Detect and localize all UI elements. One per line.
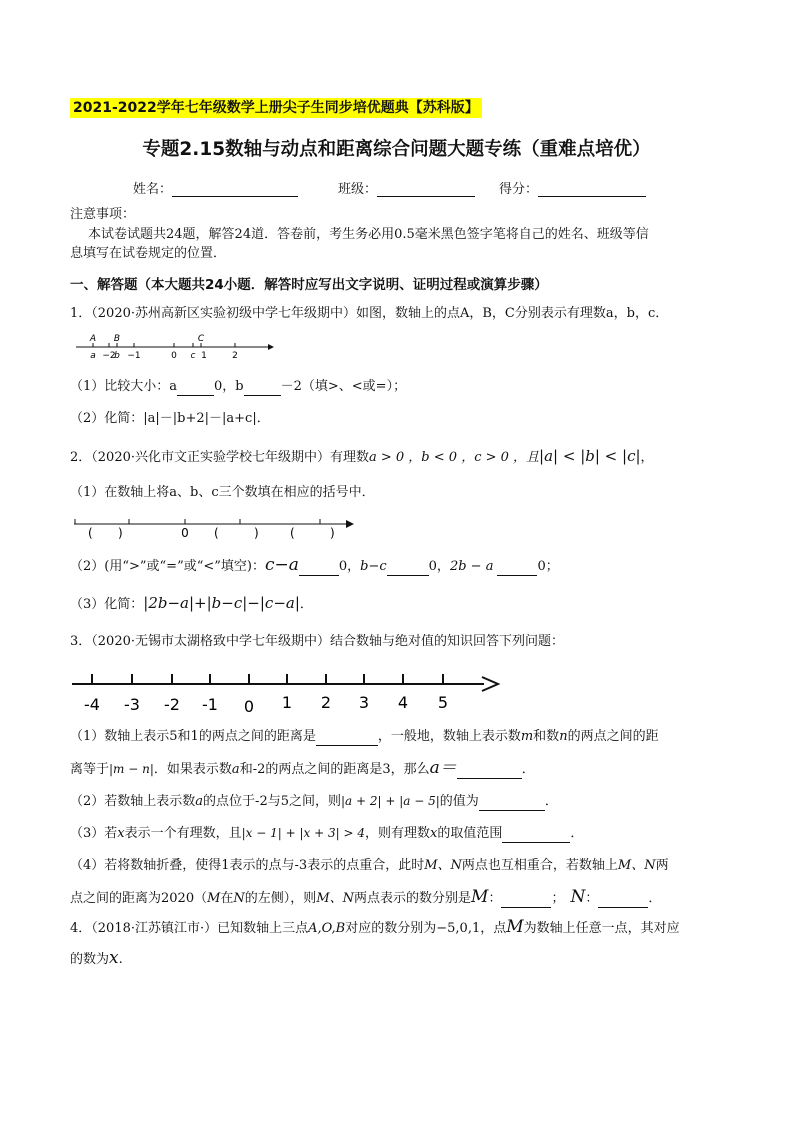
q3-blank-value[interactable] xyxy=(479,797,545,811)
q2-stem-abs: |a| < |b| < |c| xyxy=(539,447,641,465)
q3-tick-label-neg1: -1 xyxy=(202,695,218,714)
q3-var-M: M xyxy=(207,891,221,906)
q2-blank-3[interactable] xyxy=(497,562,537,576)
notice-line1: 本试卷试题共24题，解答24道．答卷前，考生务必用0.5毫米黑色签字笔将自己的姓名、班级等信 xyxy=(88,227,649,242)
q2-part2-text-a: （2）(用“>”或“=”或“<”填空)： xyxy=(70,559,265,574)
q3-part2-expr: |a + 2| + |a − 5| xyxy=(340,794,440,808)
q3-part3-var-x: x xyxy=(430,826,438,841)
q1-part1-text-a: （1）比较大小：a xyxy=(70,379,178,394)
q2-stem xyxy=(70,447,654,467)
q3-var-x: x xyxy=(117,826,125,841)
q3-part4-mn-1: M、N xyxy=(424,858,462,873)
q3-part3-expr: |x − 1| + |x + 3| > 4 xyxy=(241,826,365,840)
notice-line2: 息填写在试卷规定的位置． xyxy=(70,246,227,261)
q2-part3-end: ． xyxy=(299,597,313,612)
q1-number-line xyxy=(72,330,282,362)
header-banner: 2021-2022学年七年级数学上册尖子生同步培优题典【苏科版】 xyxy=(70,98,482,118)
q3-part4-mn-3: M、N xyxy=(316,891,354,906)
q3-colon-1: ： xyxy=(488,891,502,906)
q1-axis-arrow xyxy=(268,344,274,350)
q4-stem-text-d: 为数轴上任意一点，其对应 xyxy=(523,921,680,936)
q3-part4-text-c: 两 xyxy=(655,858,669,873)
q3-part1-text-c: 和数 xyxy=(533,729,560,744)
q3-part2-end: ． xyxy=(544,794,558,809)
q4-stem-text-c: ，点 xyxy=(480,921,507,936)
q3-part4-line2-text-b: 在 xyxy=(220,891,234,906)
q3-tick-label-4: 4 xyxy=(397,693,409,712)
q3-var-n: n xyxy=(559,729,568,744)
q3-colon-2: ： xyxy=(585,891,599,906)
q3-part2-text-a: （2）若数轴上表示数 xyxy=(70,794,196,809)
q3-a-equals: a＝ xyxy=(429,758,457,778)
q2-axis-arrow xyxy=(346,520,354,528)
q3-part3-text-b: 表示一个有理数，且 xyxy=(124,826,242,841)
q3-part1-text-b: ，一般地，数轴上表示数 xyxy=(377,729,521,744)
q3-stem: 3．（2020·无锡市太湖格致中学七年级期中）结合数轴与绝对值的知识回答下列问题： xyxy=(70,634,564,649)
q3-part4-line1 xyxy=(70,857,669,875)
q1-part1-text-b: 0，b xyxy=(214,379,244,394)
q3-part1-line2-end: ． xyxy=(521,762,535,777)
q1-point-a: a xyxy=(90,351,96,361)
q3-expr-abs-mn: |m − n| xyxy=(109,762,154,776)
q2-bracket-open-2[interactable]: ( xyxy=(214,526,219,540)
q4-points: A,O,B xyxy=(308,921,346,936)
page-title: 专题2.15数轴与动点和距离综合问题大题专练（重难点培优） xyxy=(142,139,651,160)
q3-part4-text-b: 两点也互相重合，若数轴上 xyxy=(461,858,618,873)
q3-part3-text-d: 的取值范围 xyxy=(437,826,503,841)
q1-part2: （2）化简：|a|－|b+2|－|a+c|． xyxy=(70,411,270,426)
q3-part2-text-c: 的值为 xyxy=(439,794,479,809)
q3-blank-distance[interactable] xyxy=(316,732,378,746)
score-label: 得分： xyxy=(499,182,539,197)
q2-expr-2b-minus-a: 2b − a xyxy=(449,559,494,574)
q2-expr-c-minus-a: c−a xyxy=(264,555,299,575)
q2-expr-b-minus-c: b−c xyxy=(360,559,387,574)
q3-part3 xyxy=(70,824,583,843)
q3-part1-line2-text-c: 和-2的两点之间的距离是3，那么 xyxy=(239,762,430,777)
q4-line2-text: 的数为 xyxy=(70,952,110,967)
q3-blank-range[interactable] xyxy=(502,829,570,843)
q3-part4-mn-2: M、N xyxy=(617,858,656,873)
q2-bracket-open-1[interactable]: ( xyxy=(88,526,93,540)
q2-part3-expr: |2b−a|+|b−c|−|c−a| xyxy=(143,594,300,612)
q3-part2-var-a: a xyxy=(195,794,204,809)
q3-tick-label-neg2: -2 xyxy=(164,695,180,714)
q3-part4-line2-text-d: 两点表示的数分别是 xyxy=(354,891,472,906)
q3-part4-line2 xyxy=(70,888,661,908)
q2-bracket-open-3[interactable]: ( xyxy=(290,526,295,540)
q3-part3-end: ． xyxy=(570,826,584,841)
q1-tick-neg2: −2 xyxy=(102,351,116,361)
q2-part1: （1）在数轴上将a、b、c三个数填在相应的括号中． xyxy=(70,485,375,500)
section-heading: 一、解答题（本大题共24小题．解答时应写出文字说明、证明过程或演算步骤） xyxy=(70,277,548,293)
q3-number-line xyxy=(66,664,506,716)
q1-tick-0: 0 xyxy=(171,351,177,361)
q2-part2-text-c: 0， xyxy=(428,559,450,574)
score-blank[interactable] xyxy=(538,182,646,197)
q3-tick-label-2: 2 xyxy=(320,693,332,712)
q4-var-x: x xyxy=(109,948,119,968)
name-label: 姓名： xyxy=(133,182,173,197)
q3-answer-N-label: N xyxy=(570,887,586,907)
q3-answer-M-label: M xyxy=(471,887,489,907)
q3-part2 xyxy=(70,792,558,811)
q3-part4-line2-text-c: 的左侧），则 xyxy=(244,891,317,906)
q2-bracket-close-2[interactable]: ) xyxy=(254,526,259,540)
q3-part1-line1 xyxy=(70,728,659,746)
q3-var-a: a xyxy=(231,762,240,777)
q3-part1-line2 xyxy=(70,759,535,779)
q1-stem: 1．（2020·苏州高新区实验初级中学七年级期中）如图，数轴上的点A，B，C分别表示有理数a，b，c． xyxy=(70,306,669,321)
q3-tick-label-5: 5 xyxy=(437,693,449,712)
q4-values: −5,0,1 xyxy=(436,921,481,936)
q2-bracket-close-3[interactable]: ) xyxy=(330,526,335,540)
q1-tick-1: 1 xyxy=(201,351,207,361)
q3-tick-label-neg4: -4 xyxy=(84,695,100,714)
q3-part4-end: ． xyxy=(648,891,662,906)
q3-semicolon: ； xyxy=(551,891,565,906)
q3-part4-text-a: （4）若将数轴折叠，使得1表示的点与-3表示的点重合，此时 xyxy=(70,858,425,873)
q2-blank-1[interactable] xyxy=(299,562,339,576)
q4-stem-line2 xyxy=(70,949,123,969)
q2-part2 xyxy=(70,556,559,576)
q1-blank-a[interactable] xyxy=(177,382,214,396)
q4-point-M: M xyxy=(506,917,524,937)
q3-part3-text-c: ，则有理数 xyxy=(365,826,431,841)
q2-axis-zero: 0 xyxy=(181,526,189,540)
q2-stem-end: ， xyxy=(640,450,654,465)
q3-part1-text-a: （1）数轴上表示5和1的两点之间的距离是 xyxy=(70,729,316,744)
q3-var-N: N xyxy=(233,891,245,906)
q2-blank-2[interactable] xyxy=(387,562,429,576)
q2-part3-text: （3）化简： xyxy=(70,597,144,612)
q3-tick-label-neg3: -3 xyxy=(124,695,140,714)
q4-stem-line1 xyxy=(70,918,680,938)
q3-tick-label-3: 3 xyxy=(358,693,370,712)
q3-var-m: m xyxy=(520,729,534,744)
q3-tick-label-1: 1 xyxy=(281,693,293,712)
q1-tick-neg1: −1 xyxy=(127,351,141,361)
q2-part2-text-d: 0； xyxy=(537,559,559,574)
class-field xyxy=(338,178,475,197)
q4-stem-text-b: 对应的数分别为 xyxy=(345,921,437,936)
q1-point-B: B xyxy=(113,334,121,344)
q3-blank-M[interactable] xyxy=(501,894,551,908)
notice-heading: 注意事项： xyxy=(70,207,136,222)
q2-bracket-close-1[interactable]: ) xyxy=(118,526,123,540)
q3-part4-line2-text-a: 点之间的距离为2020（ xyxy=(70,891,208,906)
q4-stem-text-a: 4．（2018·江苏镇江市·）已知数轴上三点 xyxy=(70,921,309,936)
class-blank[interactable] xyxy=(377,182,475,197)
q3-blank-N[interactable] xyxy=(598,894,648,908)
q1-point-c: c xyxy=(190,351,196,361)
q3-part1-text-d: 的两点之间的距 xyxy=(567,729,659,744)
q2-stem-text: 2．（2020·兴化市文正实验学校七年级期中）有理数 xyxy=(70,450,369,465)
score-field xyxy=(499,178,646,197)
name-field xyxy=(133,178,298,197)
q1-blank-b[interactable] xyxy=(244,382,281,396)
q1-point-A: A xyxy=(89,334,97,344)
q1-point-C: C xyxy=(197,334,205,344)
q4-line2-end: . xyxy=(118,952,123,967)
name-blank[interactable] xyxy=(172,182,298,197)
q1-part1-text-c: －2（填>、<或=）； xyxy=(280,379,407,394)
q2-part2-text-b: 0， xyxy=(338,559,361,574)
q3-part1-line2-text-b: ．如果表示数 xyxy=(153,762,232,777)
q1-point-b: b xyxy=(114,351,120,361)
q3-part3-text-a: （3）若 xyxy=(70,826,118,841)
q3-blank-a[interactable] xyxy=(457,765,522,779)
q1-tick-2: 2 xyxy=(232,351,238,361)
q3-tick-label-0: 0 xyxy=(243,697,255,716)
q2-stem-conditions: a > 0 ，b < 0 ，c > 0 ，且 xyxy=(369,450,540,465)
q3-axis-arrow xyxy=(482,677,498,691)
q2-part3 xyxy=(70,594,313,614)
q3-part2-text-b: 的点位于-2与5之间，则 xyxy=(203,794,341,809)
q1-part1 xyxy=(70,378,406,396)
q3-part1-line2-text-a: 离等于 xyxy=(70,762,110,777)
q2-number-line xyxy=(72,512,362,542)
class-label: 班级： xyxy=(338,182,378,197)
